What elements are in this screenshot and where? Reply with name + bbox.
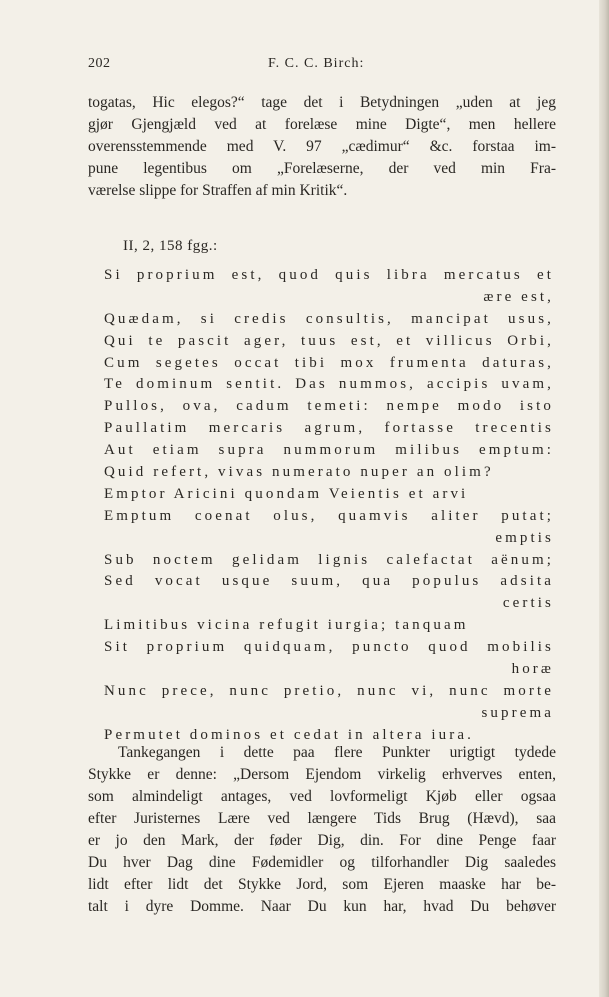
verse-line: emptis — [495, 529, 554, 546]
verse-line: certis — [502, 595, 554, 612]
verse-line: Limitibus vicina refugit iurgia; tanquam — [104, 617, 469, 634]
text-line: værelse slippe for Straffen af min Kritik“. — [88, 182, 348, 199]
text-line: Tankegangen i dette paa flere Punkter urigtigt tydede — [118, 744, 556, 761]
verse-line: ære est, — [483, 288, 554, 305]
verse-line: Si proprium est, quod quis libra mercatus et — [104, 267, 554, 283]
page-edge — [599, 0, 609, 997]
verse-line: Quid refert, vivas numerato nuper an olim? — [104, 464, 494, 481]
text-line: overensstemmende med V. 97 „cædimur“ &c. forstaa im- — [88, 138, 556, 155]
verse-line: Cum segetes occat tibi mox frumenta daturas, — [104, 354, 554, 371]
text-line: talt i dyre Domme. Naar Du kun har, hvad Du behøver — [88, 898, 556, 915]
verse-line: Emptor Aricini quondam Veientis et arvi — [104, 485, 469, 502]
paragraph-commentary — [88, 742, 556, 918]
text-line: Stykke er denne: „Dersom Ejendom virkelig erhverves enten, — [88, 766, 556, 783]
verse-line: suprema — [481, 704, 554, 721]
text-line: som almindeligt antages, ved lovformeligt Kjøb eller ogsaa — [88, 788, 556, 805]
verse-line: Qui te pascit ager, tuus est, et villicus Orbi, — [104, 332, 554, 349]
running-head: F. C. C. Birch: — [268, 56, 365, 71]
text-line: lidt efter lidt det Stykke Jord, som Ejeren maaske har be- — [88, 876, 556, 893]
text-line: Du hver Dag dine Fødemidler og tilforhandler Dig saaledes — [88, 854, 556, 871]
paragraph-intro — [88, 92, 556, 202]
verse-line: Permutet dominos et cedat in altera iura. — [104, 726, 474, 743]
text-line: pune legentibus om „Forelæserne, der ved min Fra- — [88, 160, 556, 177]
verse-line: Sed vocat usque suum, qua populus adsita — [104, 573, 554, 590]
citation: II, 2, 158 fgg.: — [123, 238, 218, 254]
text-line: gjør Gjengjæld ved at forelæse mine Digte“, men hellere — [88, 116, 556, 133]
text-line: efter Juristernes Lære ved længere Tids Brug (Hævd), saa — [88, 810, 556, 827]
verse-line: Aut etiam supra nummorum milibus emptum: — [104, 442, 554, 459]
verse-line: Nunc prece, nunc pretio, nunc vi, nunc morte — [104, 682, 554, 699]
page-number: 202 — [88, 56, 111, 71]
page-header — [88, 56, 556, 78]
verse-line: Quædam, si credis consultis, mancipat usus, — [104, 310, 554, 327]
latin-verse — [104, 265, 554, 747]
text-line: togatas, Hic elegos?“ tage det i Betydningen „uden at jeg — [88, 94, 556, 111]
verse-line: Te dominum sentit. Das nummos, accipis uvam, — [104, 376, 554, 393]
verse-line: horæ — [511, 661, 554, 678]
text-line: er jo den Mark, der føder Dig, din. For dine Penge faar — [88, 832, 556, 849]
verse-line: Emptum coenat olus, quamvis aliter putat; — [104, 507, 554, 524]
verse-line: Paullatim mercaris agrum, fortasse trecentis — [104, 420, 554, 437]
verse-line: Pullos, ova, cadum temeti: nempe modo isto — [104, 398, 554, 415]
verse-line: Sit proprium quidquam, puncto quod mobilis — [104, 639, 554, 656]
verse-line: Sub noctem gelidam lignis calefactat aënum; — [104, 551, 554, 568]
